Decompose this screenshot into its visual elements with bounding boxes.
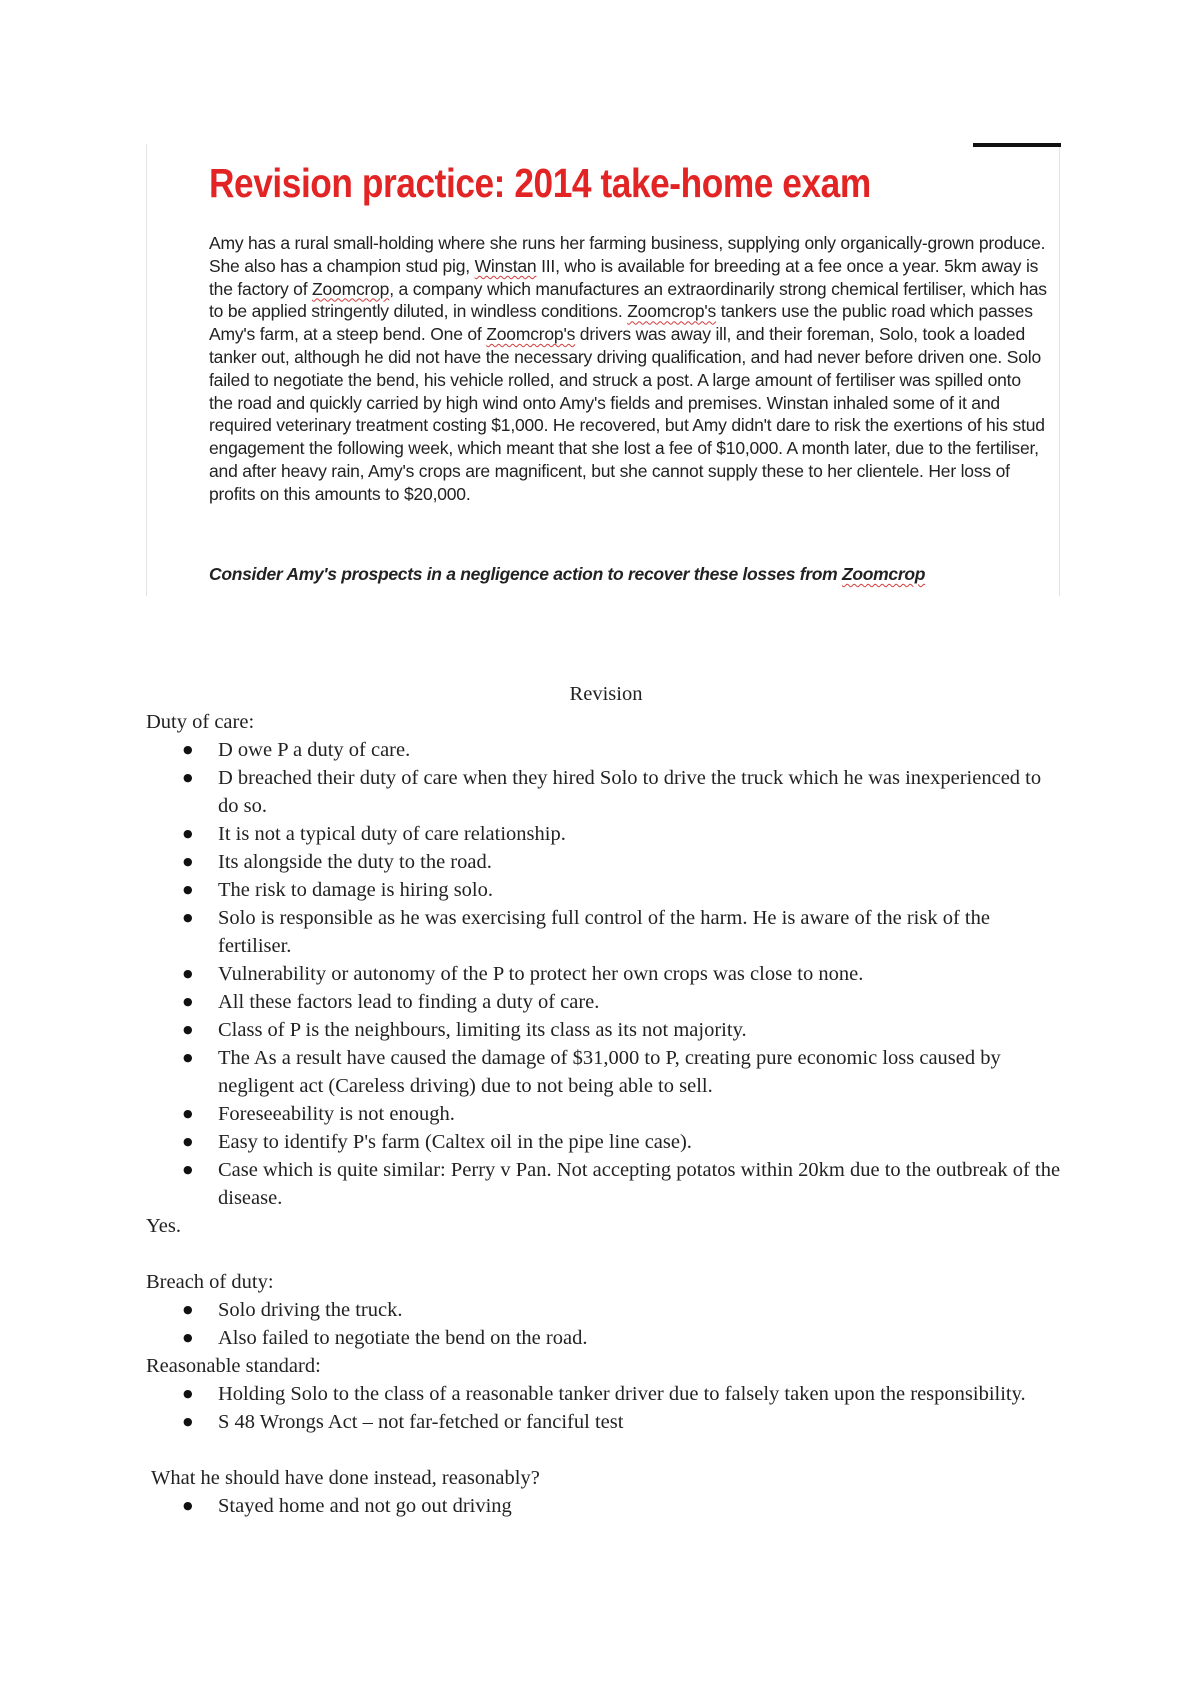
exam-text: Zoomcrop [312, 278, 390, 299]
list-item: ● Its alongside the duty to the road. [146, 848, 1066, 876]
breach-title: Breach of duty: [146, 1271, 274, 1293]
list-item: ● Holding Solo to the class of a reasonable tanker driver due to falsely taken upon the responsibility. [146, 1380, 1066, 1408]
exam-question-company: Zoomcrop [841, 564, 926, 584]
breach-list [146, 1296, 1066, 1352]
list-item: ● Case which is quite similar: Perry v Pan. Not accepting potatos within 20km due to the outbreak of the disease. [146, 1156, 1066, 1212]
list-item: ● Solo driving the truck. [146, 1296, 1066, 1324]
list-item: ● The risk to damage is hiring solo. [146, 876, 1066, 904]
list-item: ● It is not a typical duty of care relationship. [146, 820, 1066, 848]
instead-list [146, 1492, 1066, 1520]
list-item: ● Also failed to negotiate the bend on the road. [146, 1324, 1066, 1352]
list-item: ● Easy to identify P's farm (Caltex oil in the pipe line case). [146, 1128, 1066, 1156]
list-item: ● All these factors lead to finding a duty of care. [146, 988, 1066, 1016]
notes-heading: Revision [569, 683, 643, 705]
list-item: ● Vulnerability or autonomy of the P to protect her own crops was close to none. [146, 960, 1066, 988]
instead-title: What he should have done instead, reasonably? [151, 1467, 540, 1489]
exam-text: Winstan [474, 255, 537, 276]
spacer [146, 1240, 1066, 1268]
list-item: ● Stayed home and not go out driving [146, 1492, 1066, 1520]
list-item: ● S 48 Wrongs Act – not far-fetched or fanciful test [146, 1408, 1066, 1436]
exam-question [209, 564, 925, 585]
exam-text: III, who is available for breeding at a fee once a year. 5km away is the factory of [209, 255, 1039, 299]
exam-text: Zoomcrop's [486, 324, 576, 345]
list-item: ● D owe P a duty of care. [146, 736, 1066, 764]
duty-of-care-title: Duty of care: [146, 711, 255, 733]
list-item: ● Foreseeability is not enough. [146, 1100, 1066, 1128]
exam-text: Amy has a rural small-holding where she runs her farming business, supplying only organically-grown produce. She also has a champion stud pig, [209, 233, 1046, 276]
exam-question-text: Consider Amy's prospects in a negligence action to recover these losses from [209, 564, 842, 584]
list-item: ● Solo is responsible as he was exercising full control of the harm. He is aware of the risk of the fertiliser. [146, 904, 1066, 960]
exam-text: , a company which manufactures an extraordinarily strong chemical fertiliser, which has to be applied stringently diluted, in windless conditions. [209, 278, 1047, 322]
exam-top-rule [973, 143, 1061, 147]
spacer [146, 1436, 1066, 1464]
list-item: ● The As a result have caused the damage of $31,000 to P, creating pure economic loss caused by negligent act (Careless driving) due to not being able to sell. [146, 1044, 1066, 1100]
list-item: ● Class of P is the neighbours, limiting its class as its not majority. [146, 1016, 1066, 1044]
exam-scenario [209, 232, 1049, 506]
exam-image [146, 144, 1060, 596]
exam-text: Zoomcrop's [627, 301, 717, 322]
list-item: ● D breached their duty of care when they hired Solo to drive the truck which he was inexperienced to do so. [146, 764, 1066, 820]
standard-title: Reasonable standard: [146, 1355, 321, 1377]
exam-title: Revision practice: 2014 take-home exam [209, 160, 871, 206]
exam-text: tankers use the public road which passes Amy's farm, at a steep bend. One of [209, 301, 1033, 345]
revision-notes [146, 680, 1066, 1520]
duty-of-care-list [146, 736, 1066, 1212]
exam-text: drivers was away ill, and their foreman, Solo, took a loaded tanker out, although he did not have the necessary driving qualification, and had never before driven one. Solo failed to negotiate the bend, his vehicle rolled, and struck a post. A large amount of fertiliser was spilled onto the road and quickly carried by high wind onto Amy's fields and premises. Winstan inhaled some of it and required veterinary treatment costing $1,000. He recovered, but Amy didn't dare to risk the exertions of his stud engagement the following week, which meant that she lost a fee of $10,000. A month later, due to the fertiliser, and after heavy rain, Amy's crops are magnificent, but she cannot supply these to her clientele. Her loss of profits on this amounts to $20,000. [209, 324, 1045, 504]
standard-list [146, 1380, 1066, 1436]
duty-conclusion: Yes. [146, 1215, 181, 1237]
